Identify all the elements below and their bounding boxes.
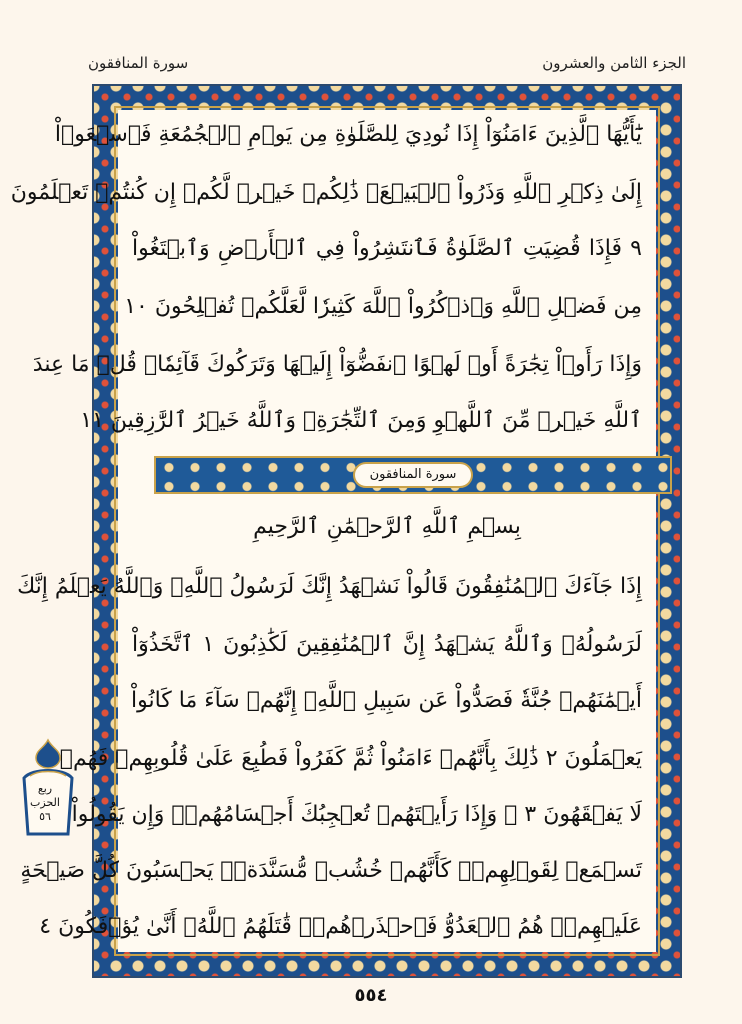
quran-line: لَرَسُولُهُۥ وَٱللَّهُ يَشۡهَدُ إِنَّ ٱلۡمُنَٰفِقِينَ لَكَٰذِبُونَ ١ ٱتَّخَذُوٓاْ <box>132 632 642 657</box>
hizb-label <box>22 782 68 824</box>
juz-title: الجزء الثامن والعشرون <box>542 54 686 72</box>
quran-line: لَا يَفۡقَهُونَ ٣ ۞ وَإِذَا رَأَيۡتَهُمۡ تُعۡجِبُكَ أَجۡسَامُهُمۡۖ وَإِن يَقُولُواْ <box>71 802 642 827</box>
surah-title: سورة المنافقون <box>88 54 189 72</box>
hizb-number: ٥٦ <box>39 810 51 823</box>
quran-line: يَعۡمَلُونَ ٢ ذَٰلِكَ بِأَنَّهُمۡ ءَامَنُواْ ثُمَّ كَفَرُواْ فَطُبِعَ عَلَىٰ قُلُوبِهِمۡ فَهُمۡ <box>59 746 642 771</box>
basmala: بِسۡمِ ٱللَّهِ ٱلرَّحۡمَٰنِ ٱلرَّحِيمِ <box>253 514 521 539</box>
surah-banner <box>154 456 672 494</box>
surah-banner-title: سورة المنافقون <box>353 462 473 488</box>
page-header <box>88 54 686 84</box>
quran-line: ٩ فَإِذَا قُضِيَتِ ٱلصَّلَوٰةُ فَٱنتَشِرُواْ فِي ٱلۡأَرۡضِ وَٱبۡتَغُواْ <box>132 236 642 261</box>
quran-line: ٱللَّهِ خَيۡرٞ مِّنَ ٱللَّهۡوِ وَمِنَ ٱلتِّجَٰرَةِۚ وَٱللَّهُ خَيۡرُ ٱلرَّٰزِقِينَ ١١ <box>80 408 642 433</box>
quran-line: وَإِذَا رَأَوۡاْ تِجَٰرَةً أَوۡ لَهۡوًا ٱنفَضُّوٓاْ إِلَيۡهَا وَتَرَكُوكَ قَآئِمٗاۚ قُلۡ مَا عِندَ <box>32 352 642 377</box>
page-number: ٥٥٤ <box>354 985 388 1006</box>
hizb-marker <box>16 738 80 838</box>
quran-line: يَٰٓأَيُّهَا ٱلَّذِينَ ءَامَنُوٓاْ إِذَا نُودِيَ لِلصَّلَوٰةِ مِن يَوۡمِ ٱلۡجُمُعَةِ فَٱسۡعَوۡاْ <box>54 122 642 147</box>
quran-line: إِذَا جَآءَكَ ٱلۡمُنَٰفِقُونَ قَالُواْ نَشۡهَدُ إِنَّكَ لَرَسُولُ ٱللَّهِۗ وَٱللَّهُ يَعۡلَمُ إِنَّكَ <box>17 574 642 599</box>
quran-line: مِن فَضۡلِ ٱللَّهِ وَٱذۡكُرُواْ ٱللَّهَ كَثِيرٗا لَّعَلَّكُمۡ تُفۡلِحُونَ ١٠ <box>124 294 642 319</box>
quran-line: عَلَيۡهِمۡۚ هُمُ ٱلۡعَدُوُّ فَٱحۡذَرۡهُمۡۚ قَٰتَلَهُمُ ٱللَّهُۖ أَنَّىٰ يُؤۡفَكُونَ ٤ <box>39 914 642 939</box>
quran-line: أَيۡمَٰنَهُمۡ جُنَّةٗ فَصَدُّواْ عَن سَبِيلِ ٱللَّهِۚ إِنَّهُمۡ سَآءَ مَا كَانُواْ <box>130 688 642 713</box>
quran-line: تَسۡمَعۡ لِقَوۡلِهِمۡۖ كَأَنَّهُمۡ خُشُبٞ مُّسَنَّدَةٞۖ يَحۡسَبُونَ كُلَّ صَيۡحَةٍ <box>20 858 642 883</box>
hizb-quarter-text: ربع <box>37 782 53 795</box>
quran-line: إِلَىٰ ذِكۡرِ ٱللَّهِ وَذَرُواْ ٱلۡبَيۡعَۚ ذَٰلِكُمۡ خَيۡرٞ لَّكُمۡ إِن كُنتُمۡ تَعۡلَمُونَ <box>10 180 642 205</box>
hizb-word: الحزب <box>30 796 60 809</box>
